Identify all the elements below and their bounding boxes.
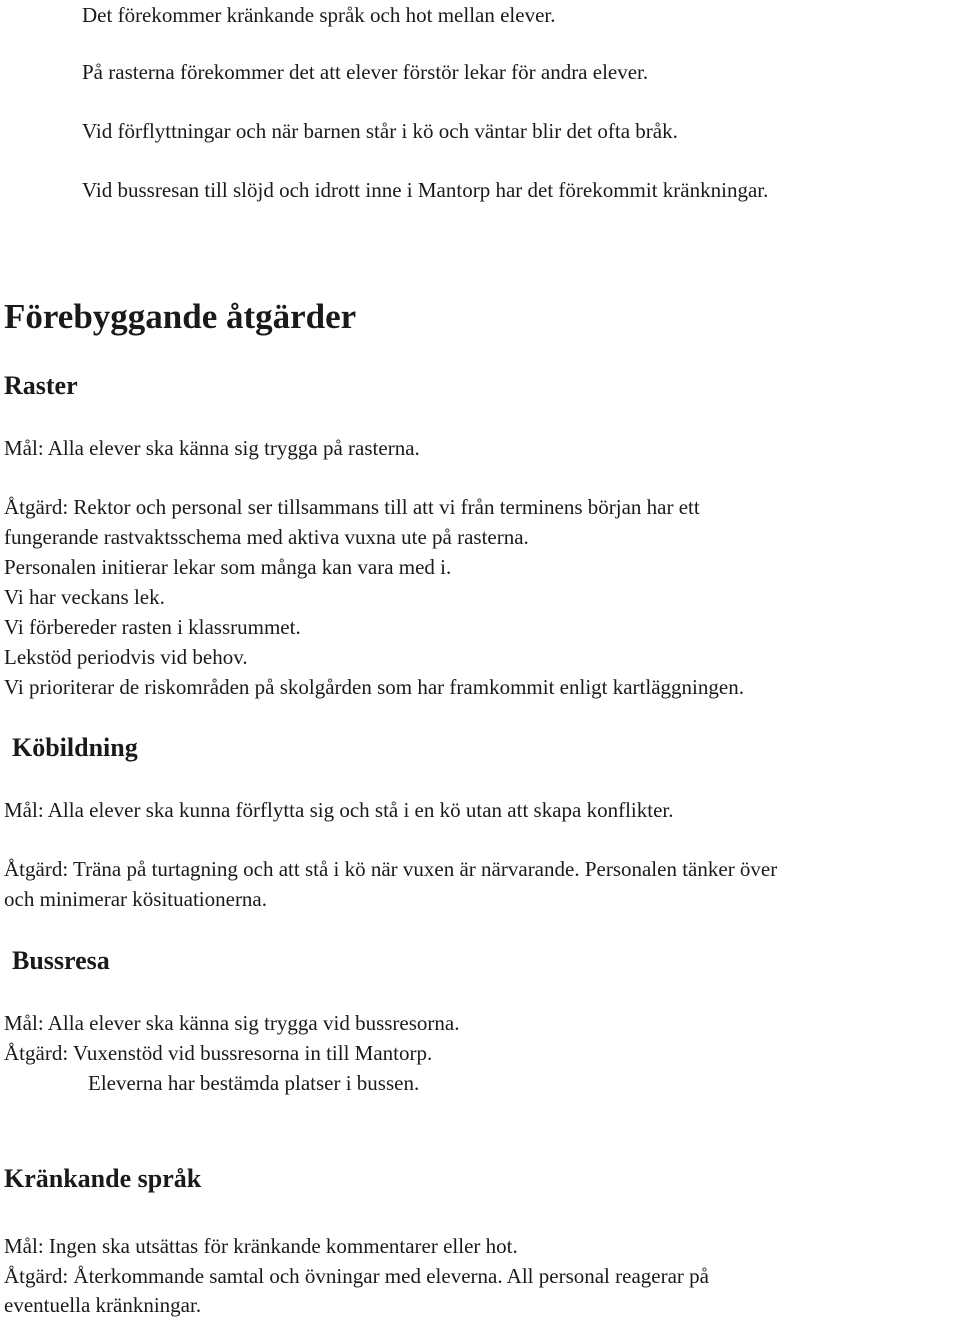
kobildning-action-line: Åtgärd: Träna på turtagning och att stå i kö när vuxen är närvarande. Personalen tänker över [4, 857, 778, 881]
raster-action-line: fungerande rastvaktsschema med aktiva vuxna ute på rasterna. [4, 525, 529, 549]
kranknade-sprak-action-line: eventuella kränkningar. [4, 1293, 202, 1317]
intro-line: På rasterna förekommer det att elever förstör lekar för andra elever. [82, 60, 649, 84]
raster-action-line: Vi har veckans lek. [4, 585, 165, 609]
bussresa-action-line: Eleverna har bestämda platser i bussen. [88, 1071, 420, 1095]
raster-action-line: Personalen initierar lekar som många kan vara med i. [4, 555, 452, 579]
intro-line: Det förekommer kränkande språk och hot mellan elever. [82, 3, 556, 27]
raster-action-line: Vi förbereder rasten i klassrummet. [4, 615, 301, 639]
bussresa-goal: Mål: Alla elever ska känna sig trygga vid bussresorna. [4, 1011, 460, 1035]
kobildning-action-line: och minimerar kösituationerna. [4, 887, 268, 911]
raster-goal: Mål: Alla elever ska känna sig trygga på rasterna. [4, 436, 420, 460]
raster-action-line: Lekstöd periodvis vid behov. [4, 645, 248, 669]
kranknade-sprak-heading: Kränkande språk [4, 1164, 202, 1193]
bussresa-action-line: Åtgärd: Vuxenstöd vid bussresorna in till Mantorp. [4, 1041, 433, 1065]
kobildning-heading: Köbildning [12, 733, 138, 762]
main-heading: Förebyggande åtgärder [4, 297, 357, 336]
raster-heading: Raster [4, 371, 78, 400]
kranknade-sprak-goal: Mål: Ingen ska utsättas för kränkande kommentarer eller hot. [4, 1234, 518, 1258]
intro-line: Vid bussresan till slöjd och idrott inne i Mantorp har det förekommit kränkningar. [82, 178, 769, 202]
intro-line: Vid förflyttningar och när barnen står i kö och väntar blir det ofta bråk. [82, 119, 678, 143]
raster-action-line: Åtgärd: Rektor och personal ser tillsammans till att vi från terminens början har ett [4, 495, 700, 519]
kobildning-goal: Mål: Alla elever ska kunna förflytta sig och stå i en kö utan att skapa konflikter. [4, 798, 674, 822]
kranknade-sprak-action-line: Åtgärd: Återkommande samtal och övningar med eleverna. All personal reagerar på [4, 1264, 709, 1288]
raster-action-line: Vi prioriterar de riskområden på skolgården som har framkommit enligt kartläggningen. [4, 675, 744, 699]
bussresa-heading: Bussresa [12, 946, 110, 975]
